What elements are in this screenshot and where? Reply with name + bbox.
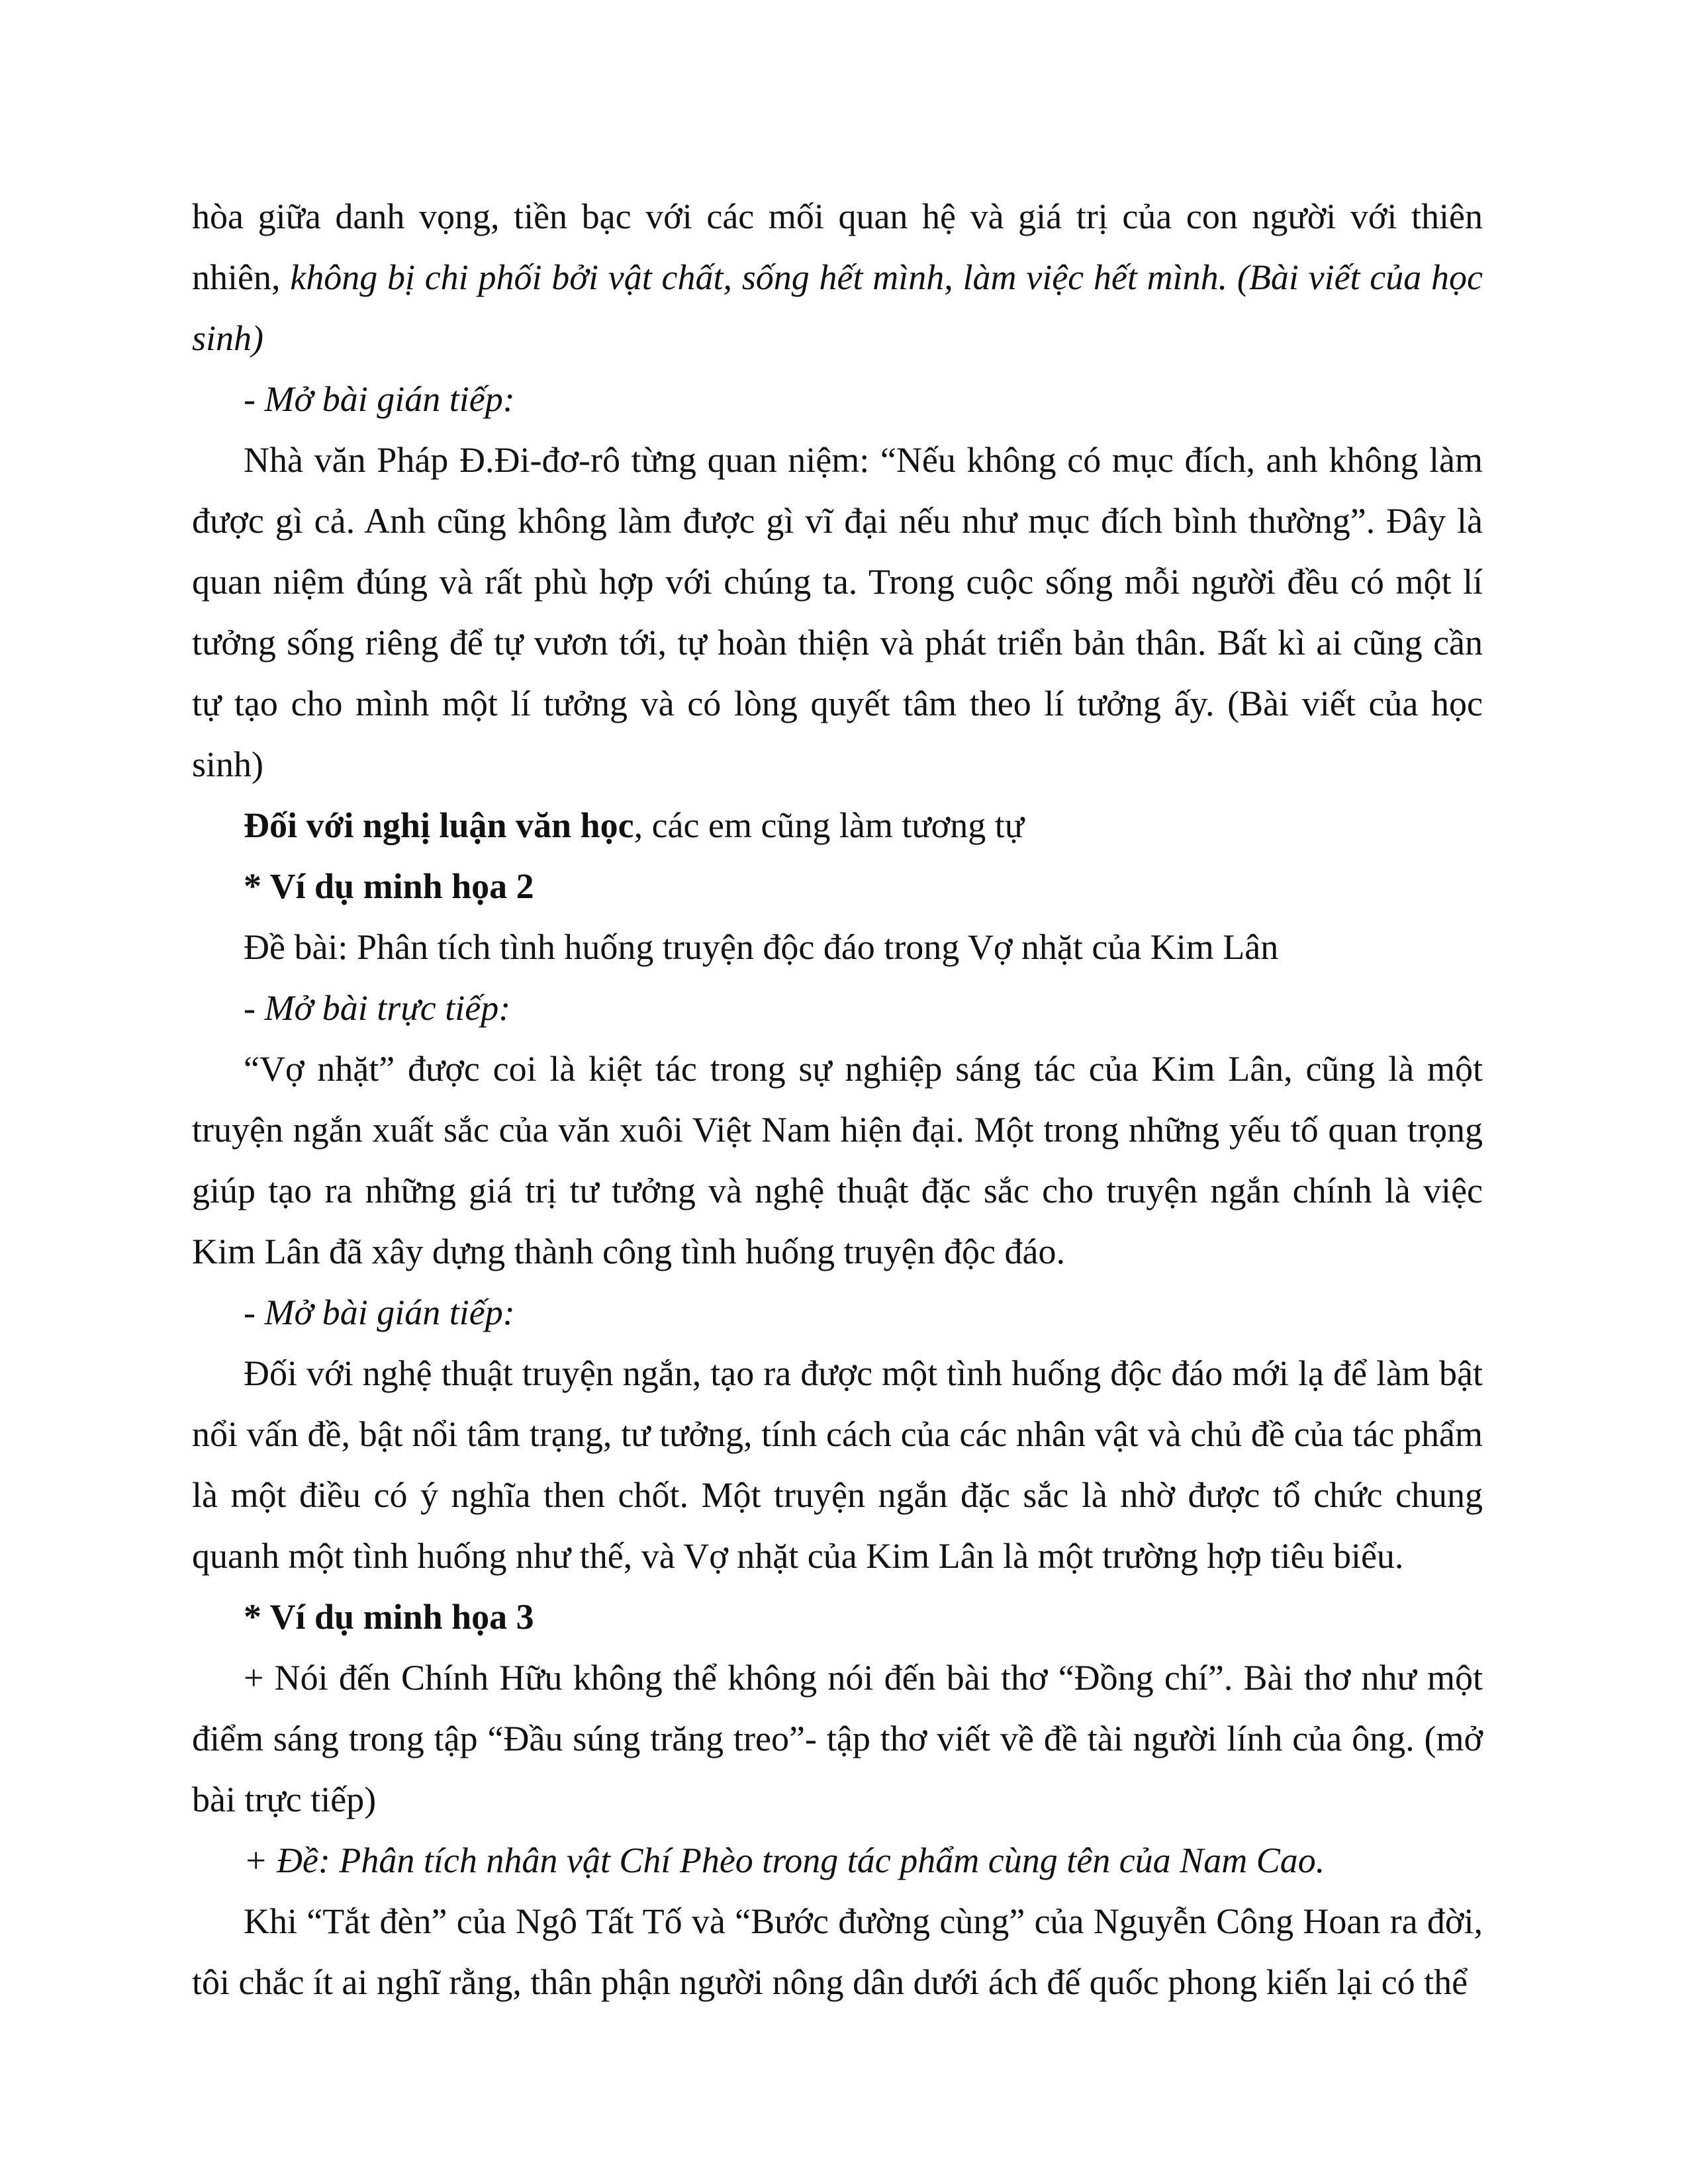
- heading-indirect-opening-1: - Mở bài gián tiếp:: [244, 379, 515, 419]
- paragraph-1: [192, 186, 1483, 369]
- heading-direct-opening: - Mở bài trực tiếp:: [244, 988, 511, 1028]
- paragraph-diderot-quote: Nhà văn Pháp Đ.Đi-đơ-rô từng quan niệm: “Nếu không có mục đích, anh không làm được gì cả. Anh cũng không làm được gì vĩ đại nếu như mục đích bình thường”. Đây là quan niệm đúng và rất phù hợp với chúng ta. Trong cuộc sống mỗi người đều có một lí tưởng sống riêng để tự vươn tới, tự hoàn thiện và phát triển bản thân. Bất kì ai cũng cần tự tạo cho mình một lí tưởng và có lòng quyết tâm theo lí tưởng ấy. (Bài viết của học sinh): [192, 440, 1483, 784]
- paragraph-topic-vo-nhat: Đề bài: Phân tích tình huống truyện độc đáo trong Vợ nhặt của Kim Lân: [244, 927, 1279, 967]
- heading-example-2: * Ví dụ minh họa 2: [244, 866, 534, 906]
- paragraph-vo-nhat-direct: “Vợ nhặt” được coi là kiệt tác trong sự nghiệp sáng tác của Kim Lân, cũng là một truyện ngắn xuất sắc của văn xuôi Việt Nam hiện đại. Một trong những yếu tố quan trọng giúp tạo ra những giá trị tư tưởng và nghệ thuật đặc sắc cho truyện ngắn chính là việc Kim Lân đã xây dựng thành công tình huống truyện độc đáo.: [192, 1049, 1483, 1271]
- paragraph-literary-argument: [192, 795, 1483, 856]
- paragraph-vo-nhat-indirect: Đối với nghệ thuật truyện ngắn, tạo ra được một tình huống độc đáo mới lạ để làm bật nổi vấn đề, bật nổi tâm trạng, tư tưởng, tính cách của các nhân vật và chủ đề của tác phẩm là một điều có ý nghĩa then chốt. Một truyện ngắn đặc sắc là nhờ được tổ chức chung quanh một tình huống như thế, và Vợ nhặt của Kim Lân là một trường hợp tiêu biểu.: [192, 1353, 1483, 1576]
- literary-argument-bold: Đối với nghị luận văn học: [244, 805, 634, 845]
- paragraph-1-italic-text: không bị chi phối bởi vật chất, sống hết mình, làm việc hết mình. (Bài viết của học sinh): [192, 257, 1483, 358]
- paragraph-topic-chi-pheo: + Đề: Phân tích nhân vật Chí Phèo trong tác phẩm cùng tên của Nam Cao.: [244, 1841, 1325, 1880]
- paragraph-1-text: hòa giữa danh vọng, tiền bạc với các mối quan hệ và giá trị của con người với thiên nhiên,: [192, 197, 1483, 297]
- paragraph-chi-pheo-opening: Khi “Tắt đèn” của Ngô Tất Tố và “Bước đường cùng” của Nguyễn Công Hoan ra đời, tôi chắc ít ai nghĩ rằng, thân phận người nông dân dưới ách đế quốc phong kiến lại có thể: [192, 1901, 1483, 2002]
- document-page: [192, 186, 1483, 2013]
- heading-indirect-opening-2: - Mở bài gián tiếp:: [244, 1293, 515, 1332]
- paragraph-dong-chi: + Nói đến Chính Hữu không thể không nói đến bài thơ “Đồng chí”. Bài thơ như một điểm sáng trong tập “Đầu súng trăng treo”- tập thơ viết về đề tài người lính của ông. (mở bài trực tiếp): [192, 1658, 1483, 1819]
- literary-argument-text: , các em cũng làm tương tự: [633, 805, 1024, 845]
- heading-example-3: * Ví dụ minh họa 3: [244, 1597, 534, 1637]
